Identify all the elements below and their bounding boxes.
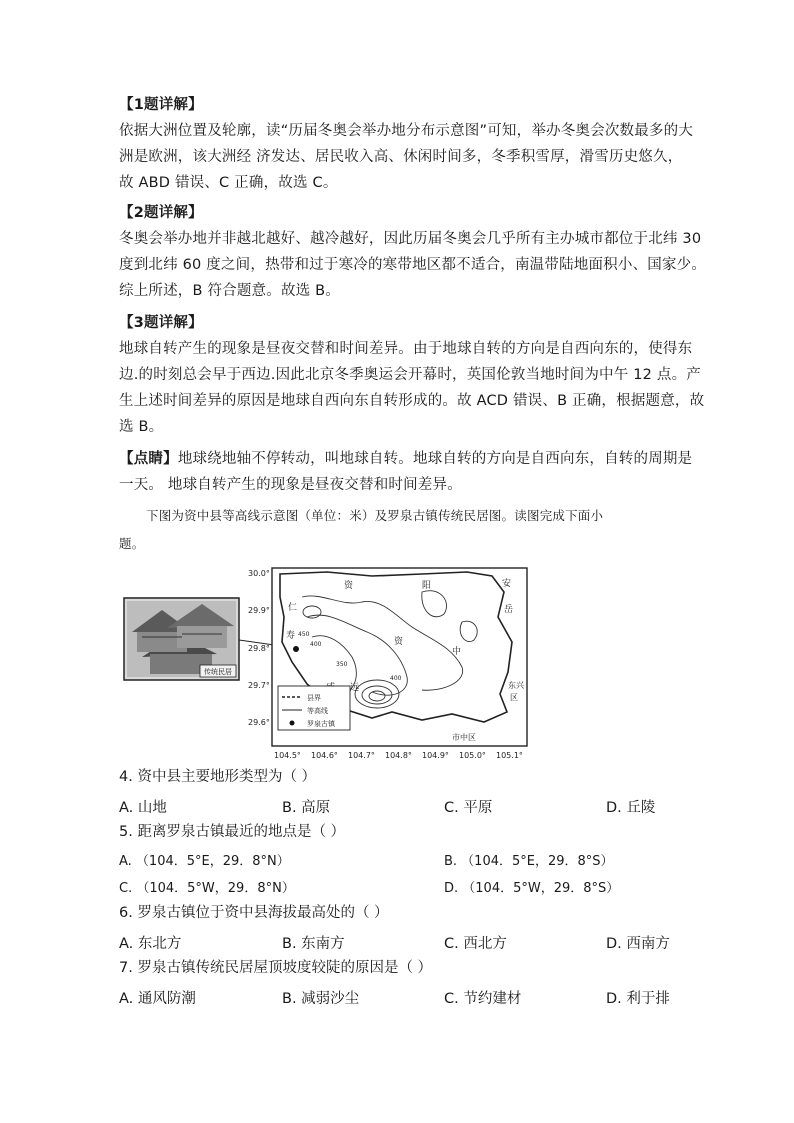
contour-label: 450: [298, 631, 310, 638]
place-label: 仁: [288, 603, 298, 613]
legend-town: 罗泉古镇: [307, 720, 335, 728]
place-label: 东兴: [508, 681, 524, 690]
lon-label: 105.0°: [459, 751, 486, 760]
place-label: 岳: [504, 605, 514, 615]
section-1-line: 故 ABD 错误、C 正确，故选 C。: [119, 175, 338, 191]
question-7-option-c[interactable]: C. 节约建材: [444, 991, 522, 1007]
lat-label: 29.7°: [248, 681, 270, 690]
place-label: 安: [502, 579, 512, 589]
lat-label: 30.0°: [248, 569, 270, 578]
dianjing-note: [119, 446, 693, 498]
lon-label: 104.8°: [385, 751, 412, 760]
question-7-option-b[interactable]: B. 减弱沙尘: [282, 991, 360, 1007]
question-4-option-c[interactable]: C. 平原: [444, 800, 493, 816]
section-2-heading: 【2题详解】: [119, 205, 203, 221]
map-legend: [278, 686, 350, 730]
question-6-option-b[interactable]: B. 东南方: [282, 936, 345, 952]
section-2-line: 度到北纬 60 度之间，热带和过于寒冷的寒带地区都不适合，南温带陆地面积小、国家少。: [119, 257, 707, 273]
lon-label: 104.7°: [348, 751, 375, 760]
contour-map-figure: [122, 562, 532, 762]
lon-label: 105.1°: [496, 751, 523, 760]
legend-county-boundary: 县界: [307, 694, 321, 702]
section-3-heading: 【3题详解】: [119, 315, 203, 331]
map-intro: [146, 505, 676, 527]
section-2-line: 综上所述，B 符合题意。故选 B。: [119, 283, 341, 299]
traditional-dwelling-photo: [124, 598, 239, 680]
lat-label: 29.6°: [248, 718, 270, 727]
contour-label: 400: [390, 675, 402, 682]
question-6-stem: 6. 罗泉古镇位于资中县海拔最高处的（ ）: [119, 905, 389, 921]
dianjing-line-1: 地球绕地轴不停转动，叫地球自转。地球自转的方向是自西向东，自转的周期是: [177, 451, 693, 467]
question-6-option-a[interactable]: A. 东北方: [119, 936, 182, 952]
section-1-line: 洲是欧洲，该大洲经 济发达、居民收入高、休闲时间多，冬季积雪厚，滑雪历史悠久，: [119, 149, 683, 165]
photo-caption: 传统民居: [204, 668, 232, 676]
place-label: 资: [344, 581, 354, 591]
place-label: 寿: [286, 631, 296, 641]
place-label: 中: [452, 647, 462, 657]
section-2-line: 冬奥会举办地并非越北越好、越冷越好，因此历届冬奥会几乎所有主办城市都位于北纬 30: [119, 231, 702, 247]
section-1-line: 依据大洲位置及轮廓，读“历届冬奥会举办地分布示意图”可知，举办冬奥会次数最多的大: [119, 123, 694, 139]
section-3: [119, 310, 705, 440]
section-3-line: 选 B。: [119, 419, 164, 435]
question-5-option-a[interactable]: A. （104．5°E，29．8°N）: [119, 854, 290, 869]
place-label: 市中区: [452, 733, 476, 742]
question-6-option-c[interactable]: C. 西北方: [444, 936, 507, 952]
map-intro-line-1: 下图为资中县等高线示意图（单位：米）及罗泉古镇传统民居图。读图完成下面小: [146, 508, 604, 523]
question-4-option-d[interactable]: D. 丘陵: [606, 800, 656, 816]
lon-label: 104.5°: [274, 751, 301, 760]
section-3-line: 边.的时刻总会早于西边.因此北京冬季奥运会开幕时，英国伦敦当地时间为中午 12 点。产: [119, 367, 701, 383]
place-label: 远: [350, 683, 360, 693]
lon-label: 104.9°: [422, 751, 449, 760]
contour-label: 350: [336, 661, 348, 668]
section-3-line: 生上述时间差异的原因是地球自西向东自转形成的。故 ACD 错误、B 正确，根据题意，故: [119, 393, 705, 409]
section-3-line: 地球自转产生的现象是昼夜交替和时间差异。由于地球自转的方向是自西向东的，使得东: [119, 341, 693, 357]
map-intro-cont: [119, 533, 679, 555]
question-7-option-a[interactable]: A. 通风防潮: [119, 991, 196, 1007]
legend-contour: 等高线: [307, 707, 328, 715]
luoquan-town-marker: [293, 646, 299, 652]
place-label: 阳: [422, 581, 432, 591]
lon-label: 104.6°: [311, 751, 338, 760]
dianjing-line-2: 一天。 地球自转产生的现象是昼夜交替和时间差异。: [119, 477, 462, 493]
lat-label: 29.9°: [248, 606, 270, 615]
question-7-stem: 7. 罗泉古镇传统民居屋顶坡度较陡的原因是（ ）: [119, 960, 433, 976]
question-4-option-a[interactable]: A. 山地: [119, 800, 167, 816]
question-4-option-b[interactable]: B. 高原: [282, 800, 331, 816]
question-4-stem: 4. 资中县主要地形类型为（ ）: [119, 769, 317, 785]
lat-label: 29.8°: [248, 644, 270, 653]
contour-label: 400: [310, 641, 322, 648]
question-5-stem: 5. 距离罗泉古镇最近的地点是（ ）: [119, 824, 346, 840]
section-1-heading: 【1题详解】: [119, 97, 203, 113]
question-5-option-c[interactable]: C. （104．5°W，29．8°N）: [119, 881, 295, 896]
question-5-option-d[interactable]: D. （104．5°W，29．8°S）: [444, 881, 620, 896]
section-2: [119, 200, 707, 304]
section-1: [119, 92, 694, 196]
map-intro-line-2: 题。: [119, 536, 145, 551]
dianjing-label: 【点睛】: [119, 451, 178, 467]
question-6-option-d[interactable]: D. 西南方: [606, 936, 670, 952]
place-label: 资: [394, 637, 404, 647]
place-label: 区: [510, 693, 518, 702]
question-7-option-d[interactable]: D. 利于排: [606, 991, 670, 1007]
question-5-option-b[interactable]: B. （104．5°E，29．8°S）: [444, 854, 614, 869]
